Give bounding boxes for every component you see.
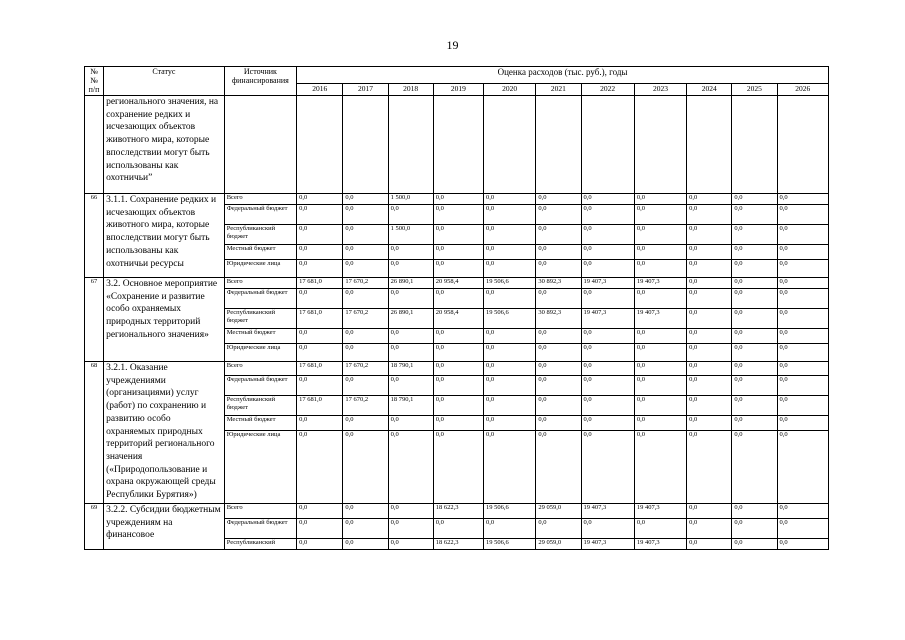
expense-value: 19 407,3 — [581, 278, 634, 289]
expense-value: 0,0 — [732, 289, 777, 309]
expense-value: 0,0 — [687, 260, 732, 278]
expense-value: 0,0 — [484, 194, 536, 205]
expense-value: 19 407,3 — [581, 309, 634, 329]
expense-value: 0,0 — [433, 225, 483, 245]
expense-value: 0,0 — [343, 504, 388, 519]
expense-value: 18 622,3 — [433, 504, 483, 519]
expense-value: 0,0 — [634, 519, 686, 539]
table-row — [85, 278, 829, 289]
expense-value: 0,0 — [581, 376, 634, 396]
expense-value: 0,0 — [634, 289, 686, 309]
expense-value: 0,0 — [777, 309, 828, 329]
expense-value: 0,0 — [343, 431, 388, 504]
entry-status: 3.2. Основное мероприятие «Сохранение и развитие особо охраняемых природных территорий регионального значения» — [104, 278, 225, 362]
table-row — [85, 362, 829, 376]
expense-value: 0,0 — [634, 260, 686, 278]
funding-source: Всего — [224, 194, 296, 205]
expense-value: 17 670,2 — [343, 362, 388, 376]
expense-value: 0,0 — [732, 278, 777, 289]
expense-value: 0,0 — [484, 260, 536, 278]
expense-value: 19 506,6 — [484, 539, 536, 550]
expense-value: 0,0 — [297, 519, 343, 539]
expense-value: 0,0 — [581, 519, 634, 539]
expense-value: 0,0 — [634, 416, 686, 431]
expense-value: 0,0 — [388, 376, 433, 396]
expense-value: 0,0 — [388, 416, 433, 431]
expense-value: 0,0 — [433, 344, 483, 362]
entry-number: 68 — [85, 362, 104, 504]
year-header: 2022 — [581, 84, 634, 96]
expense-value: 0,0 — [536, 194, 581, 205]
expense-value: 0,0 — [536, 329, 581, 344]
expense-value: 0,0 — [687, 194, 732, 205]
expense-value: 0,0 — [687, 431, 732, 504]
expense-value: 0,0 — [536, 519, 581, 539]
expense-value: 0,0 — [484, 344, 536, 362]
expense-value: 0,0 — [343, 344, 388, 362]
expense-value: 0,0 — [777, 344, 828, 362]
expense-value: 0,0 — [777, 225, 828, 245]
year-header: 2021 — [536, 84, 581, 96]
expense-value: 0,0 — [297, 376, 343, 396]
funding-source: Всего — [224, 278, 296, 289]
expense-value: 0,0 — [687, 278, 732, 289]
expense-value: 0,0 — [297, 431, 343, 504]
expense-value: 0,0 — [581, 194, 634, 205]
expense-value: 0,0 — [634, 362, 686, 376]
expense-value: 19 407,3 — [634, 539, 686, 550]
year-header: 2017 — [343, 84, 388, 96]
year-header: 2025 — [732, 84, 777, 96]
expense-value: 0,0 — [388, 504, 433, 519]
expense-value: 0,0 — [433, 205, 483, 225]
expense-value: 19 407,3 — [634, 278, 686, 289]
funding-source: Всего — [224, 362, 296, 376]
expense-value: 0,0 — [687, 225, 732, 245]
expense-value: 0,0 — [732, 329, 777, 344]
expense-value: 0,0 — [388, 205, 433, 225]
expense-value: 0,0 — [343, 260, 388, 278]
expense-value: 0,0 — [484, 376, 536, 396]
expense-value: 0,0 — [536, 396, 581, 416]
expense-value: 0,0 — [581, 416, 634, 431]
expense-value: 0,0 — [687, 245, 732, 260]
entry-number: 69 — [85, 504, 104, 550]
expense-value: 0,0 — [343, 519, 388, 539]
expense-value: 0,0 — [388, 289, 433, 309]
year-header: 2024 — [687, 84, 732, 96]
expense-value: 0,0 — [732, 539, 777, 550]
expense-value: 17 670,2 — [343, 278, 388, 289]
expense-value: 0,0 — [581, 431, 634, 504]
expense-value: 0,0 — [536, 225, 581, 245]
expense-value: 0,0 — [343, 245, 388, 260]
expense-value: 0,0 — [634, 329, 686, 344]
expense-value: 0,0 — [634, 225, 686, 245]
expense-value: 0,0 — [343, 416, 388, 431]
expense-value: 0,0 — [777, 194, 828, 205]
expense-value: 0,0 — [484, 431, 536, 504]
expense-value: 19 407,3 — [634, 504, 686, 519]
expense-value: 0,0 — [687, 396, 732, 416]
expense-value: 0,0 — [388, 539, 433, 550]
expense-value: 0,0 — [777, 519, 828, 539]
expense-value: 0,0 — [433, 396, 483, 416]
expense-value: 0,0 — [777, 329, 828, 344]
header-estimate: Оценка расходов (тыс. руб.), годы — [297, 67, 829, 84]
expense-value: 0,0 — [388, 519, 433, 539]
expense-value: 18 622,3 — [433, 539, 483, 550]
expense-value: 19 506,6 — [484, 504, 536, 519]
expense-value: 0,0 — [433, 194, 483, 205]
expense-value: 0,0 — [732, 225, 777, 245]
expense-value: 0,0 — [687, 344, 732, 362]
expense-value: 0,0 — [777, 431, 828, 504]
expense-value: 0,0 — [777, 278, 828, 289]
expense-value: 0,0 — [536, 260, 581, 278]
expense-value: 0,0 — [732, 519, 777, 539]
expense-value: 0,0 — [634, 431, 686, 504]
expense-value: 0,0 — [732, 431, 777, 504]
expense-value: 0,0 — [732, 205, 777, 225]
year-header: 2018 — [388, 84, 433, 96]
expense-value: 0,0 — [634, 376, 686, 396]
expense-value: 0,0 — [484, 396, 536, 416]
year-header: 2023 — [634, 84, 686, 96]
page-number: 19 — [446, 38, 459, 52]
expense-value: 0,0 — [484, 362, 536, 376]
expense-value: 17 681,0 — [297, 309, 343, 329]
header-number: №№ п/п — [85, 67, 104, 96]
expense-value: 0,0 — [536, 362, 581, 376]
expense-value: 0,0 — [484, 416, 536, 431]
expense-value: 0,0 — [433, 329, 483, 344]
year-header: 2016 — [297, 84, 343, 96]
entry-status: 3.2.1. Оказание учреждениями (организациями) услуг (работ) по сохранению и развитию особо охраняемых природных территорий регионального значения («Природопользование и охрана окружающей среды Республики Бурятия») — [104, 362, 225, 504]
expense-value: 0,0 — [732, 260, 777, 278]
expense-value: 0,0 — [687, 362, 732, 376]
expense-value: 0,0 — [581, 225, 634, 245]
expense-value: 0,0 — [581, 205, 634, 225]
expense-value: 30 892,3 — [536, 309, 581, 329]
expense-value: 0,0 — [433, 260, 483, 278]
funding-source: Юридические лица — [224, 344, 296, 362]
expense-value: 0,0 — [297, 344, 343, 362]
expense-value: 0,0 — [732, 344, 777, 362]
expense-value: 17 681,0 — [297, 396, 343, 416]
expense-value: 0,0 — [297, 416, 343, 431]
expense-value: 19 506,6 — [484, 309, 536, 329]
expense-value: 0,0 — [687, 519, 732, 539]
expense-value: 0,0 — [297, 289, 343, 309]
expense-value: 0,0 — [732, 362, 777, 376]
expense-value: 0,0 — [484, 225, 536, 245]
expense-value: 0,0 — [297, 329, 343, 344]
expense-value: 0,0 — [433, 376, 483, 396]
funding-source: Местный бюджет — [224, 329, 296, 344]
entry-status: 3.2.2. Субсидии бюджетным учреждениям на финансовое — [104, 504, 225, 550]
funding-source: Республиканский — [224, 539, 296, 550]
expense-value: 0,0 — [536, 431, 581, 504]
expense-value: 0,0 — [581, 260, 634, 278]
expense-value: 0,0 — [687, 504, 732, 519]
expense-value: 0,0 — [433, 245, 483, 260]
table-row — [85, 194, 829, 205]
expense-value: 0,0 — [343, 194, 388, 205]
continued-status-text: регионального значения, на сохранение редких и исчезающих объектов животного мира, которые впоследствии могут быть использованы как охотничьи” — [104, 96, 225, 194]
expense-value: 0,0 — [433, 519, 483, 539]
expense-value: 0,0 — [777, 289, 828, 309]
expense-value: 0,0 — [777, 396, 828, 416]
expense-value: 18 790,1 — [388, 396, 433, 416]
expense-value: 26 890,1 — [388, 309, 433, 329]
funding-source: Федеральный бюджет — [224, 205, 296, 225]
expense-value: 0,0 — [777, 362, 828, 376]
expense-value: 19 407,3 — [581, 539, 634, 550]
expense-value: 1 500,0 — [388, 225, 433, 245]
expense-value: 0,0 — [297, 245, 343, 260]
expense-value: 0,0 — [581, 329, 634, 344]
expense-value: 0,0 — [581, 362, 634, 376]
expense-value: 0,0 — [687, 329, 732, 344]
entry-status: 3.1.1. Сохранение редких и исчезающих объектов животного мира, которые впоследствии могут быть использованы как охотничьи ресурсы — [104, 194, 225, 278]
expense-value: 0,0 — [687, 309, 732, 329]
expense-value: 0,0 — [732, 396, 777, 416]
expense-value: 0,0 — [777, 539, 828, 550]
expense-value: 0,0 — [536, 344, 581, 362]
expense-value: 0,0 — [777, 260, 828, 278]
expense-value: 0,0 — [484, 289, 536, 309]
expense-value: 0,0 — [484, 205, 536, 225]
expense-value: 0,0 — [581, 344, 634, 362]
budget-table — [84, 66, 829, 550]
expense-value: 0,0 — [433, 416, 483, 431]
expense-value: 0,0 — [732, 416, 777, 431]
expense-value: 20 958,4 — [433, 278, 483, 289]
expense-value: 17 681,0 — [297, 362, 343, 376]
expense-value: 0,0 — [536, 205, 581, 225]
year-header: 2020 — [484, 84, 536, 96]
funding-source: Федеральный бюджет — [224, 519, 296, 539]
year-header: 2026 — [777, 84, 828, 96]
funding-source: Местный бюджет — [224, 416, 296, 431]
expense-value: 29 059,0 — [536, 539, 581, 550]
year-header: 2019 — [433, 84, 483, 96]
funding-source: Юридические лица — [224, 260, 296, 278]
expense-value: 0,0 — [634, 205, 686, 225]
expense-value: 0,0 — [343, 539, 388, 550]
funding-source: Республиканский бюджет — [224, 225, 296, 245]
expense-value: 0,0 — [388, 329, 433, 344]
expense-value: 0,0 — [433, 289, 483, 309]
funding-source: Республиканский бюджет — [224, 396, 296, 416]
expense-value: 17 681,0 — [297, 278, 343, 289]
expense-value: 0,0 — [634, 396, 686, 416]
expense-value: 17 670,2 — [343, 396, 388, 416]
expense-value: 0,0 — [581, 245, 634, 260]
header-status: Статус — [104, 67, 225, 96]
expense-value: 0,0 — [433, 431, 483, 504]
expense-value: 0,0 — [687, 289, 732, 309]
expense-value: 0,0 — [484, 519, 536, 539]
expense-value: 0,0 — [388, 344, 433, 362]
expense-value: 0,0 — [297, 260, 343, 278]
expense-value: 0,0 — [388, 245, 433, 260]
expense-value: 0,0 — [536, 416, 581, 431]
expense-value: 0,0 — [343, 205, 388, 225]
expense-value: 0,0 — [297, 205, 343, 225]
expense-value: 0,0 — [581, 289, 634, 309]
expense-value: 0,0 — [343, 225, 388, 245]
expense-value: 19 407,3 — [634, 309, 686, 329]
funding-source: Всего — [224, 504, 296, 519]
expense-value: 30 892,3 — [536, 278, 581, 289]
expense-value: 20 958,4 — [433, 309, 483, 329]
expense-value: 0,0 — [777, 245, 828, 260]
expense-value: 0,0 — [388, 260, 433, 278]
expense-value: 0,0 — [732, 309, 777, 329]
table-row — [85, 504, 829, 519]
expense-value: 0,0 — [732, 194, 777, 205]
expense-value: 0,0 — [297, 194, 343, 205]
expense-value: 0,0 — [777, 205, 828, 225]
expense-value: 0,0 — [297, 225, 343, 245]
expense-value: 0,0 — [777, 376, 828, 396]
expense-value: 0,0 — [388, 431, 433, 504]
funding-source: Республиканский бюджет — [224, 309, 296, 329]
expense-value: 0,0 — [433, 362, 483, 376]
funding-source: Юридические лица — [224, 431, 296, 504]
expense-value: 0,0 — [634, 344, 686, 362]
expense-value: 0,0 — [484, 245, 536, 260]
expense-value: 1 500,0 — [388, 194, 433, 205]
expense-value: 0,0 — [687, 376, 732, 396]
funding-source: Федеральный бюджет — [224, 289, 296, 309]
expense-value: 0,0 — [536, 376, 581, 396]
entry-number: 66 — [85, 194, 104, 278]
expense-value: 0,0 — [536, 245, 581, 260]
expense-value: 29 059,0 — [536, 504, 581, 519]
expense-value: 19 407,3 — [581, 504, 634, 519]
expense-value: 0,0 — [581, 396, 634, 416]
expense-value: 0,0 — [343, 329, 388, 344]
expense-value: 0,0 — [777, 416, 828, 431]
entry-number: 67 — [85, 278, 104, 362]
expense-value: 0,0 — [484, 329, 536, 344]
expense-value: 0,0 — [687, 539, 732, 550]
expense-value: 26 890,1 — [388, 278, 433, 289]
expense-value: 0,0 — [536, 289, 581, 309]
expense-value: 0,0 — [343, 289, 388, 309]
expense-value: 17 670,2 — [343, 309, 388, 329]
expense-value: 0,0 — [687, 416, 732, 431]
expense-value: 0,0 — [297, 504, 343, 519]
funding-source: Федеральный бюджет — [224, 376, 296, 396]
expense-value: 0,0 — [732, 376, 777, 396]
expense-value: 0,0 — [634, 194, 686, 205]
expense-value: 0,0 — [634, 245, 686, 260]
expense-value: 0,0 — [297, 539, 343, 550]
expense-value: 0,0 — [777, 504, 828, 519]
expense-value: 0,0 — [732, 245, 777, 260]
expense-value: 19 506,6 — [484, 278, 536, 289]
header-source: Источник финансирования — [224, 67, 296, 96]
expense-value: 0,0 — [343, 376, 388, 396]
expense-value: 0,0 — [732, 504, 777, 519]
expense-value: 18 790,1 — [388, 362, 433, 376]
expense-value: 0,0 — [687, 205, 732, 225]
funding-source: Местный бюджет — [224, 245, 296, 260]
